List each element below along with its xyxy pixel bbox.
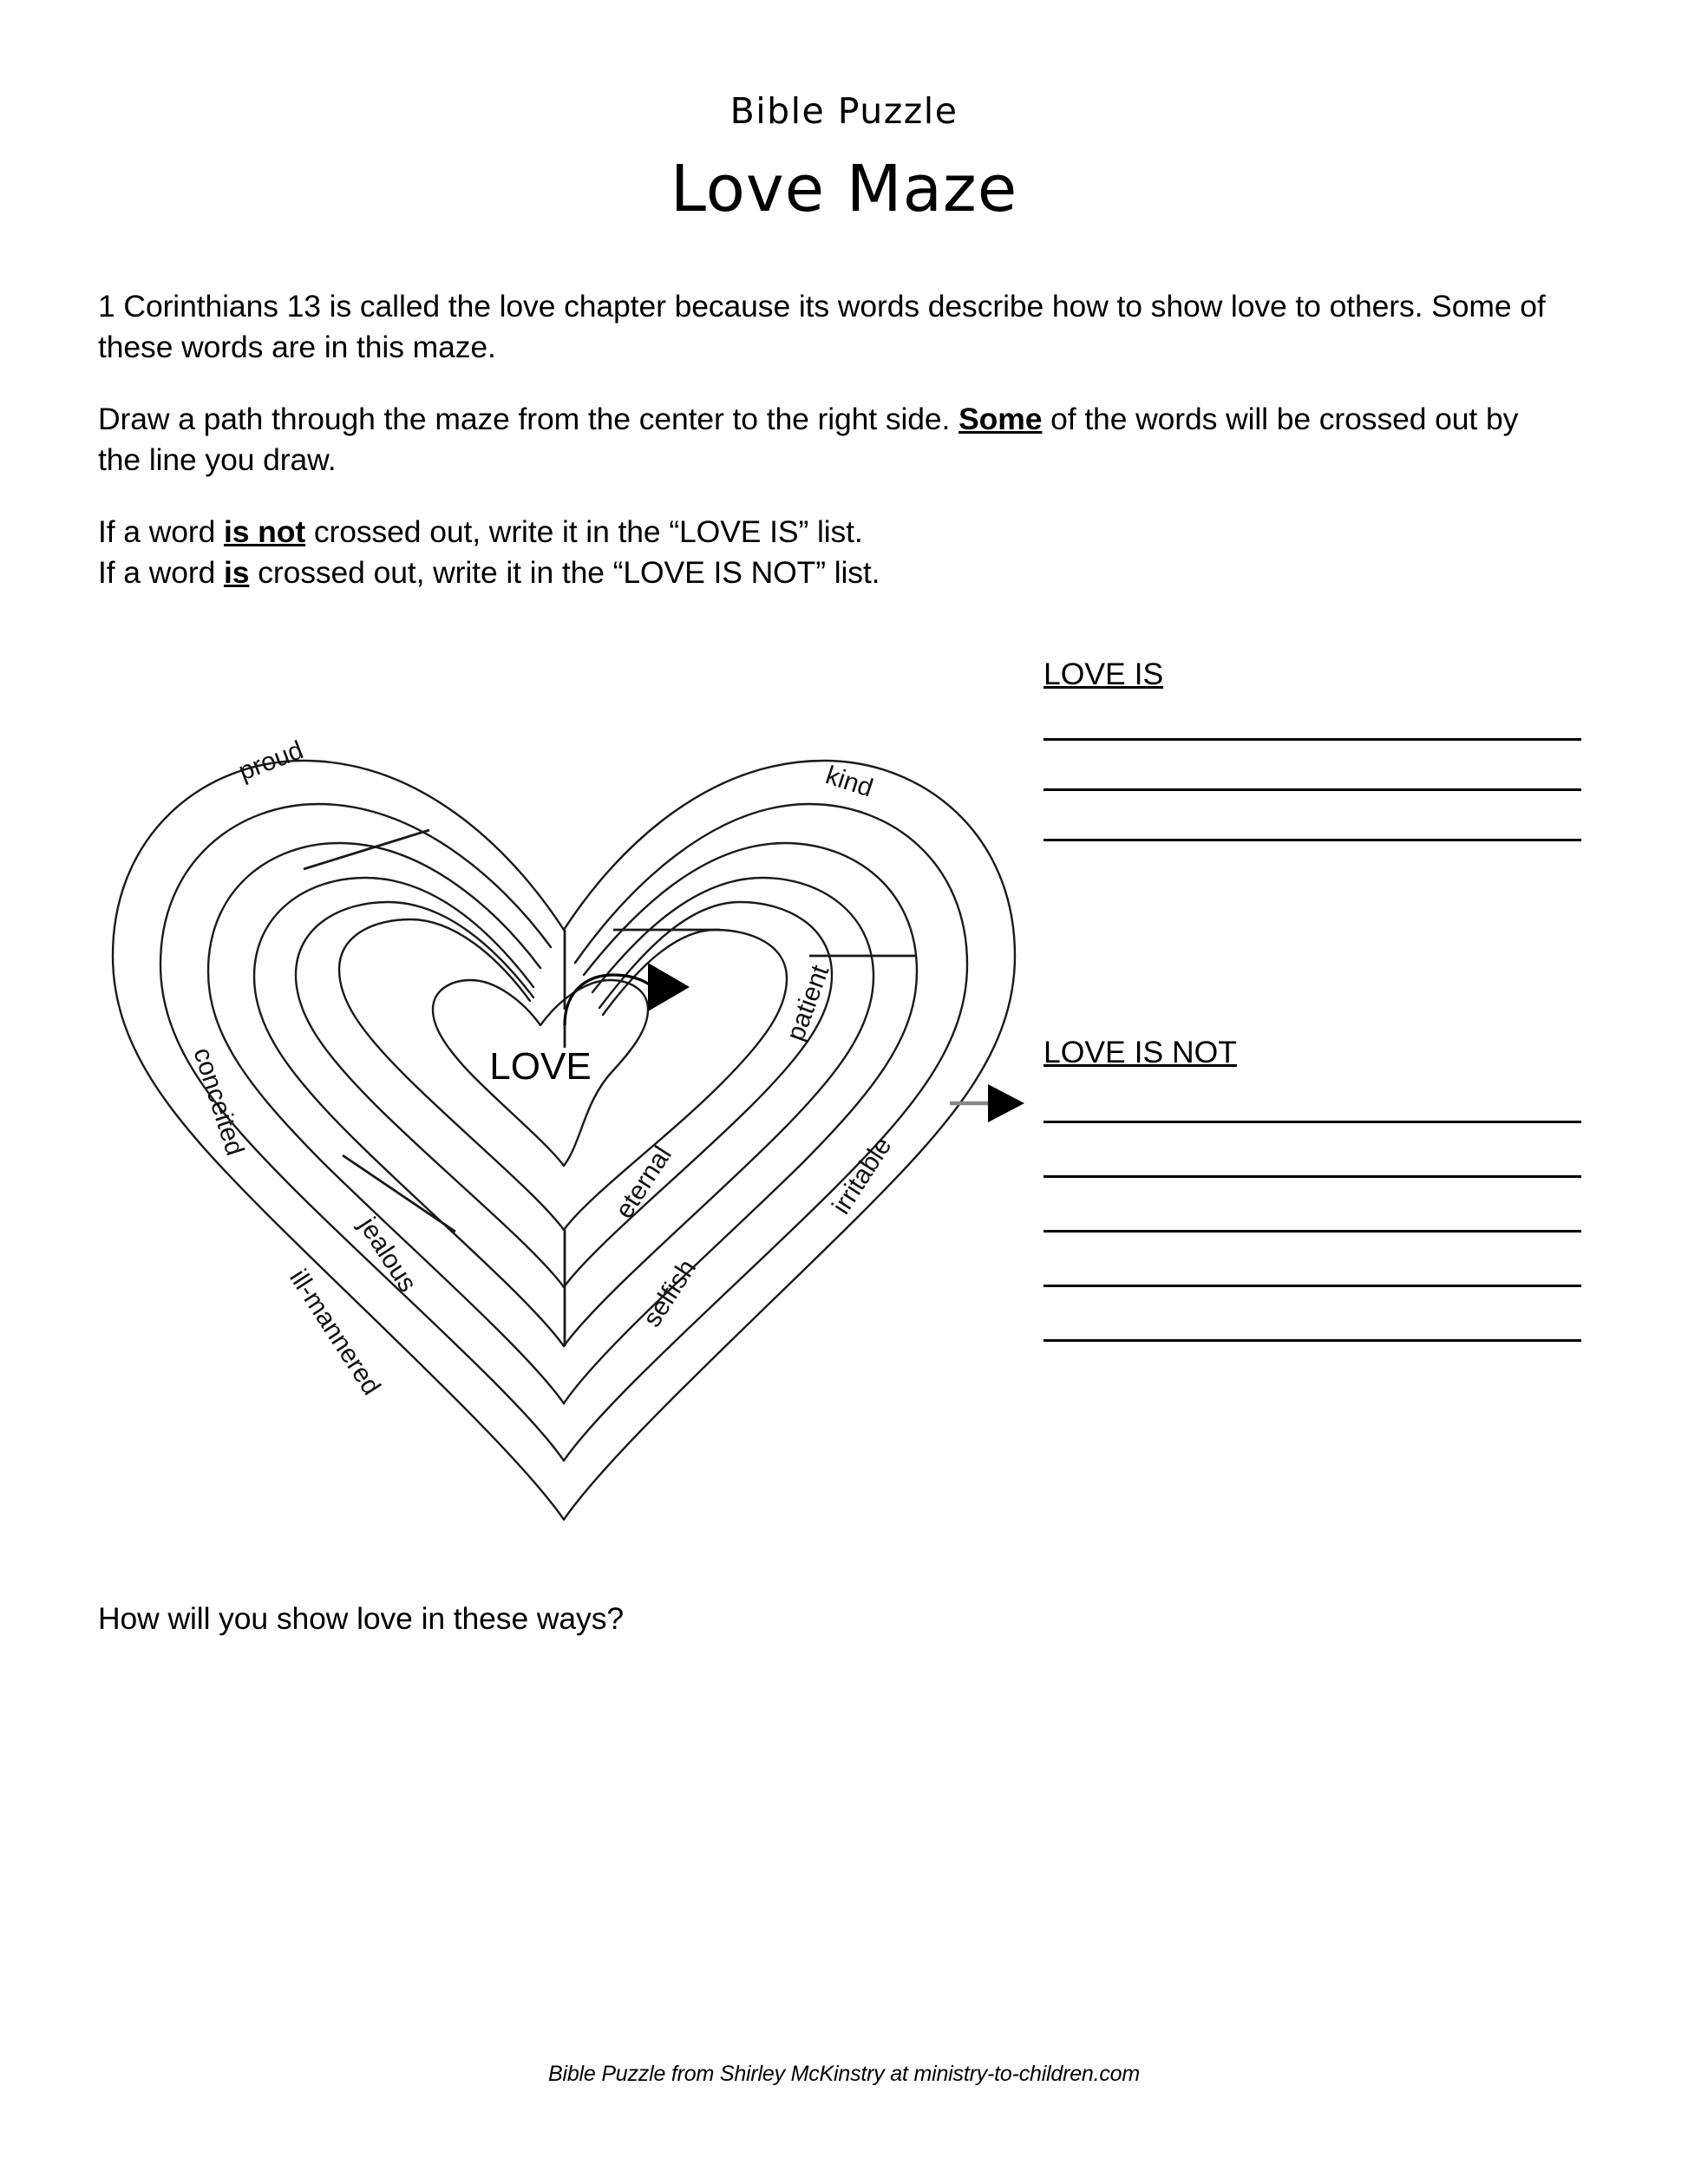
heart-maze [82, 670, 1045, 1572]
love-is-heading: LOVE IS [1044, 657, 1164, 691]
closing-question: How will you show love in these ways? [98, 1601, 624, 1636]
answer-line[interactable] [1044, 1175, 1581, 1178]
rule-isnot-before: If a word [98, 514, 225, 549]
maze-ring-1b [564, 761, 1015, 1520]
rule-love-is-not-paragraph [98, 553, 1564, 593]
love-is-answer-lines [1044, 738, 1581, 841]
maze-word-patient: patient [781, 961, 835, 1045]
love-is-not-answer-lines [1044, 1121, 1581, 1342]
rule-is-before: If a word [98, 555, 225, 590]
answer-line[interactable] [1044, 1230, 1581, 1233]
maze-word-proud: proud [234, 736, 308, 787]
maze-word-eternal: eternal [610, 1141, 677, 1224]
rule-love-is-paragraph [98, 512, 1564, 553]
maze-ring-2b [564, 804, 967, 1461]
maze-word-ill-mannered: ill-mannered [284, 1264, 386, 1401]
answer-line[interactable] [1044, 1339, 1581, 1342]
maze-center-label: LOVE [489, 1045, 592, 1088]
maze-word-selfish: selfish [638, 1254, 703, 1332]
maze-word-conceited: conceited [187, 1043, 250, 1160]
footer-credit: Bible Puzzle from Shirley McKinstry at ministry-to-children.com [547, 2062, 1141, 2086]
maze-ring-3 [208, 843, 564, 1403]
answer-line[interactable] [1044, 738, 1581, 741]
page-title: Love Maze [670, 152, 1018, 226]
rule-is-after: crossed out, write it in the “LOVE IS NOT” list. [249, 555, 880, 590]
maze-exit-arrow [950, 1084, 1024, 1122]
love-is-list [1044, 659, 1581, 841]
maze-ring-3b [564, 843, 917, 1403]
intro-paragraph: 1 Corinthians 13 is called the love chapter because its words describe how to show love to others. Some of these words are in this maze. [98, 289, 1546, 364]
maze-word-kind: kind [821, 761, 877, 803]
maze-word-irritable: irritable [827, 1132, 898, 1220]
maze-wall-inner-stub [343, 1155, 455, 1232]
draw-instruction-paragraph [98, 399, 1564, 481]
rule-emphasis-is: is [224, 555, 250, 590]
answer-line[interactable] [1044, 839, 1581, 841]
rule-emphasis-is-not: is not [224, 514, 306, 549]
answer-line[interactable] [1044, 1285, 1581, 1287]
maze-word-jealous: jealous [353, 1212, 422, 1298]
answer-line[interactable] [1044, 788, 1581, 791]
page-header [0, 90, 1688, 226]
draw-text-before: Draw a path through the maze from the center to the right side. [98, 402, 959, 436]
draw-text-after: of the words will be crossed out by the line you draw. [98, 402, 1519, 477]
maze-ring-1 [113, 761, 564, 1520]
maze-ring-6b [564, 930, 787, 1230]
love-is-not-list [1044, 1037, 1581, 1342]
maze-wall-inner-stub-4 [304, 830, 429, 869]
header-kicker: Bible Puzzle [730, 90, 958, 132]
love-is-not-heading: LOVE IS NOT [1044, 1035, 1237, 1069]
answer-line[interactable] [1044, 1121, 1581, 1123]
draw-emphasis-some: Some [958, 402, 1043, 436]
rule-isnot-after: crossed out, write it in the “LOVE IS” list. [305, 514, 863, 549]
